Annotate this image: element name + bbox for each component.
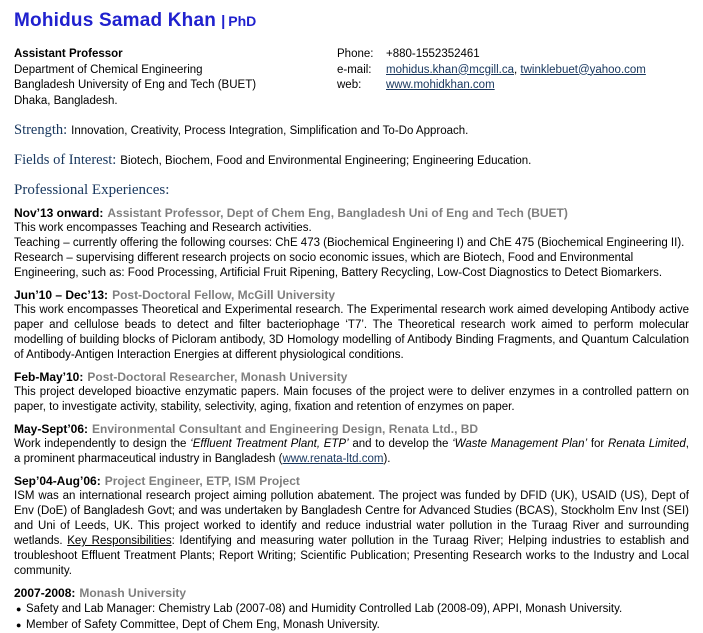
contact-value [386,47,480,63]
text-segment: This work encompasses Teaching and Research activities. [14,222,312,234]
experience-date: Sep’04-Aug’06: [14,474,101,488]
experience-date: 2007-2008: [14,586,76,600]
contact-value [386,63,646,79]
text-segment: This project developed bioactive enzymatic papers. Main focuses of the project were to deliver enzymes in a controlled pattern on paper, to investigate activity, stability, selectivity, aging, fixation and retention of enzymes on paper. [14,386,689,413]
contact-value [386,78,495,94]
experience-date: May-Sept’06: [14,422,89,436]
experience-heading [14,422,689,437]
contact-address-line-3: Dhaka, Bangladesh. [14,94,118,107]
summary-label: Fields of Interest: [14,152,117,168]
text-segment: +880-1552352461 [386,48,480,60]
experience-paragraph [14,385,689,415]
bullet-icon: ● [16,604,22,614]
experience-title: Monash University [79,586,187,600]
text-segment: Work independently to design the [14,438,191,450]
experience-paragraph [14,221,689,236]
experiences-list [14,206,689,633]
experience-heading [14,288,689,303]
underlined-text: Key Responsibilities [67,535,172,547]
experience-heading [14,586,689,601]
experience-paragraph [14,437,689,467]
degree-label: PhD [228,13,257,29]
experience-heading [14,206,689,221]
contact-label: web: [337,79,362,91]
experience-title: Post-Doctoral Fellow, McGill University [112,288,335,302]
contact-label: e-mail: [337,63,372,76]
experience-section-2 [14,370,689,415]
bullet-item [14,601,689,617]
name-degree-separator: | [221,13,226,30]
italic-text: ‘Waste Management Plan’ [452,438,588,450]
italic-text: Renata Limited [607,438,686,450]
bullet-text: Safety and Lab Manager: Chemistry Lab (2007-08) and Humidity Controlled Lab (2008-09), APPI, Monash University. [26,603,623,615]
experience-date: Nov’13 onward: [14,206,104,220]
text-segment: This work encompasses Theoretical and Experimental research. The Experimental research work aimed developing Antibody active paper and cellulose beads to detect and filter bacteriophage ‘T7’. The Theoretical research work aimed to perform molecular modelling of building blocks of Picloram antibody, 3D Homology modelling of Antibody Binding Fragments, and Quantum Calculation of Antibody-Antigen Interaction Energies at different physiological conditions. [14,304,689,361]
contact-label: Phone: [337,48,374,60]
contact-address-line-1: Department of Chemical Engineering [14,63,203,76]
experience-title: Post-Doctoral Researcher, Monash University [87,370,348,384]
hyperlink[interactable]: mohidus.khan@mcgill.ca [386,63,515,76]
experience-section-1 [14,288,689,363]
contact-row-Phone [337,47,689,63]
text-segment: and to develop the [348,438,453,450]
page-title [14,10,689,32]
experience-date: Feb-May’10: [14,370,84,384]
text-segment: Research – supervising different research projects on socio economic issues, which are Biotech, Food and Environmental Engineering, such as: Food Processing, Artificial Fruit Ripening, Battery Recycling, Low-Cost Diagnostics to Detect Biomarkers. [14,252,663,279]
contact-row-email [337,63,689,79]
text-segment: , [514,63,521,76]
experience-section-4 [14,474,689,579]
experience-title: Project Engineer, ETP, ISM Project [104,474,300,488]
summary-row-1 [14,152,689,169]
contact-address-line-0: Assistant Professor [14,48,123,60]
text-segment: Teaching – currently offering the following courses: ChE 473 (Biochemical Engineering I) and ChE 475 (Biochemical Engineering II). [14,237,685,249]
experience-section-5 [14,586,689,633]
hyperlink[interactable]: www.mohidkhan.com [386,79,495,91]
experience-title: Assistant Professor, Dept of Chem Eng, Bangladesh Uni of Eng and Tech (BUET) [107,206,568,220]
person-name: Mohidus Samad Khan [14,10,217,31]
contact-details [337,47,689,109]
hyperlink[interactable]: www.renata-ltd.com [282,453,384,465]
hyperlink[interactable]: twinklebuet@yahoo.com [520,63,646,76]
summary-text: Innovation, Creativity, Process Integration, Simplification and To-Do Approach. [71,125,469,137]
experience-paragraph [14,251,689,281]
experience-section-0 [14,206,689,281]
summary-text: Biotech, Biochem, Food and Environmental Engineering; Engineering Education. [120,155,532,167]
contact-address [14,47,337,109]
contact-block [14,47,689,109]
experience-paragraph [14,303,689,363]
experiences-heading: Professional Experiences: [14,182,170,198]
experience-heading [14,474,689,489]
experience-paragraph [14,489,689,579]
contact-row-web [337,78,689,94]
bullet-icon: ● [16,620,22,630]
text-segment: ). [383,453,391,465]
experience-paragraph [14,236,689,251]
experience-title: Environmental Consultant and Engineering Design, Renata Ltd., BD [92,422,479,436]
bullet-item [14,617,689,633]
text-segment: , a prominent pharmaceutical industry in Bangladesh ( [14,438,689,465]
text-segment: for [587,438,608,450]
summary-row-0 [14,122,689,139]
text-segment: : Identifying and measuring water pollution in the Turaag River; Helping industries to establish and troubleshoot Effluent Treatment Plants; Report Writing; Scientific Publication; Presenting Research works to the Industry and Local community. [14,535,690,577]
italic-text: ‘Effluent Treatment Plant, ETP’ [190,438,349,450]
summary-label: Strength: [14,122,68,138]
experience-section-3 [14,422,689,467]
bullet-text: Member of Safety Committee, Dept of Chem Eng, Monash University. [26,619,380,631]
summary-block [14,122,689,169]
contact-address-line-2: Bangladesh University of Eng and Tech (BUET) [14,79,257,91]
experience-date: Jun’10 – Dec’13: [14,288,109,302]
text-segment: ISM was an international research project aiming pollution abatement. The project was funded by DFID (UK), USAID (US), Dept of Env (DoE) of Bangladesh Govt; and was undertaken by Bangladesh Centre for Advanced Studies (BCAS), Stockholm Env Inst (SEI) and Uni of Leeds, UK. This project worked to identify and reduce industrial water pollution in the Turaag River and surrounding wetlands. [14,490,689,547]
experience-heading [14,370,689,385]
